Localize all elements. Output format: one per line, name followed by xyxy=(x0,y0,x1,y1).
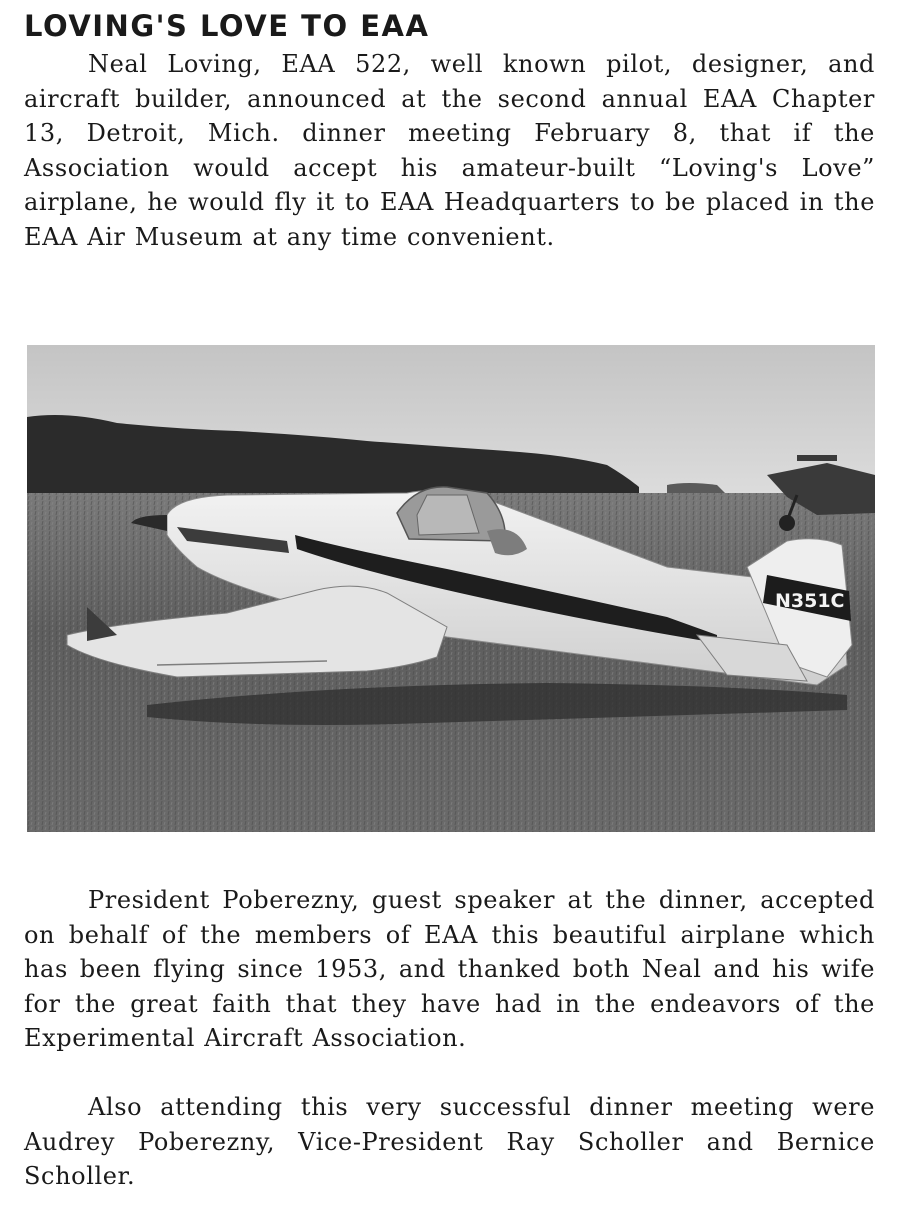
aircraft-registration: N351C xyxy=(775,590,845,612)
article-headline: LOVING'S LOVE TO EAA xyxy=(24,9,430,43)
airplane-photo xyxy=(27,345,875,832)
article-paragraph-attendees: Also attending this very successful dinner meeting were Audrey Poberezny, Vice-President Ray Scholler and Bernice Scholler. xyxy=(24,1093,875,1190)
article-paragraph-acceptance: President Poberezny, guest speaker at the dinner, accepted on behalf of the members of EAA this beautiful airplane which has been flying since 1953, and thanked both Neal and his wife for the great faith that they have had in the endeavors of the Experimental Aircraft Association. xyxy=(24,886,875,1052)
article-paragraph-intro: Neal Loving, EAA 522, well known pilot, designer, and aircraft builder, announced at the second annual EAA Chapter 13, Detroit, Mich. dinner meeting February 8, that if the Association would accept his amateur-built “Loving's Love” airplane, he would fly it to EAA Headquarters to be placed in the EAA Air Museum at any time convenient. xyxy=(24,50,875,251)
